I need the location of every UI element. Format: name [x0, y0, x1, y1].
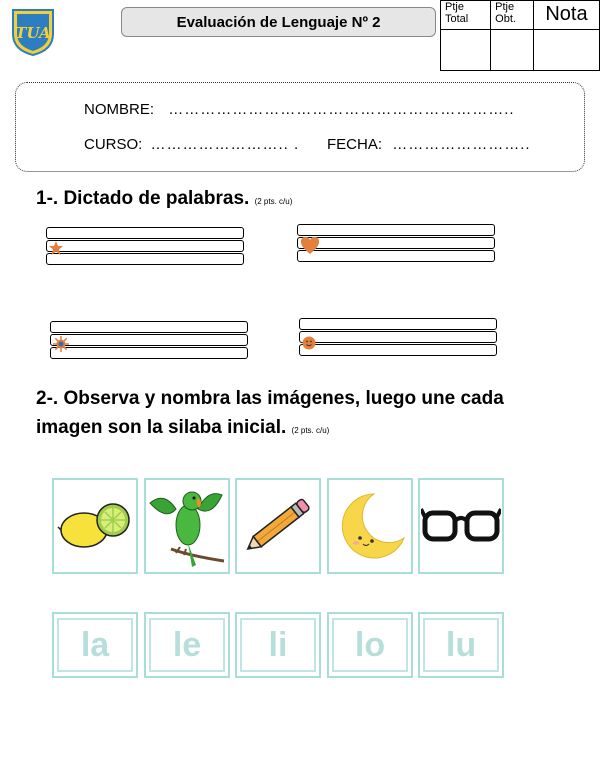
syllable-card-lu[interactable]	[418, 612, 504, 678]
pencil-icon	[238, 491, 318, 561]
syllable-card-li[interactable]	[235, 612, 321, 678]
grade-cell[interactable]	[533, 30, 599, 71]
name-label: NOMBRE:	[84, 101, 155, 118]
image-card-glasses[interactable]	[418, 478, 504, 574]
image-card-pencil[interactable]	[235, 478, 321, 574]
writing-line-4[interactable]	[299, 318, 497, 357]
course-row	[84, 136, 299, 153]
writing-line-2[interactable]	[297, 224, 495, 263]
star-icon	[49, 241, 63, 260]
student-info-box	[15, 82, 585, 172]
syllable-card-lo[interactable]	[327, 612, 413, 678]
moon-icon	[330, 486, 410, 566]
date-row	[327, 136, 531, 153]
syllable-card-la[interactable]	[52, 612, 138, 678]
syllable-li: li	[240, 618, 316, 672]
school-logo	[9, 4, 57, 56]
date-label: FECHA:	[327, 136, 383, 153]
section1-points: (2 pts. c/u)	[254, 197, 293, 206]
section2-title: 2-. Observa y nombra las imágenes, luego une cada imagen son la silaba inicial. (2 pts. c/u)	[36, 388, 504, 438]
name-row	[84, 101, 515, 118]
smiley-icon	[302, 336, 316, 355]
syllable-la: la	[57, 618, 133, 672]
image-card-parrot[interactable]	[144, 478, 230, 574]
lemon-icon	[56, 496, 134, 556]
section2-points: (2 pts. c/u)	[291, 426, 330, 435]
writing-line-1[interactable]	[46, 227, 244, 266]
total-score-header: Ptje Total	[441, 1, 491, 30]
syllable-card-le[interactable]	[144, 612, 230, 678]
glasses-icon	[421, 501, 501, 551]
name-field[interactable]: ………………………………………………………..	[168, 101, 515, 118]
syllable-lu: lu	[423, 618, 499, 672]
section1-title: 1-. Dictado de palabras. (2 pts. c/u)	[36, 188, 293, 209]
grade-header: Nota	[533, 1, 599, 30]
score-table	[440, 0, 600, 71]
heart-icon	[301, 237, 319, 260]
course-label: CURSO:	[84, 136, 143, 153]
obtained-score-header: Ptje Obt.	[491, 1, 534, 30]
syllable-le: le	[149, 618, 225, 672]
logo-text: TUA	[15, 24, 51, 42]
course-field[interactable]: …………………….. .	[150, 136, 300, 153]
page-title: Evaluación de Lenguaje Nº 2	[121, 7, 436, 37]
sun-icon	[53, 336, 69, 357]
total-score-cell[interactable]	[441, 30, 491, 71]
writing-line-3[interactable]	[50, 321, 248, 360]
date-field[interactable]: ……………………..	[392, 136, 531, 153]
image-card-moon[interactable]	[327, 478, 413, 574]
obtained-score-cell[interactable]	[491, 30, 534, 71]
parrot-icon	[146, 481, 228, 571]
image-card-lemon[interactable]	[52, 478, 138, 574]
syllable-lo: lo	[332, 618, 408, 672]
